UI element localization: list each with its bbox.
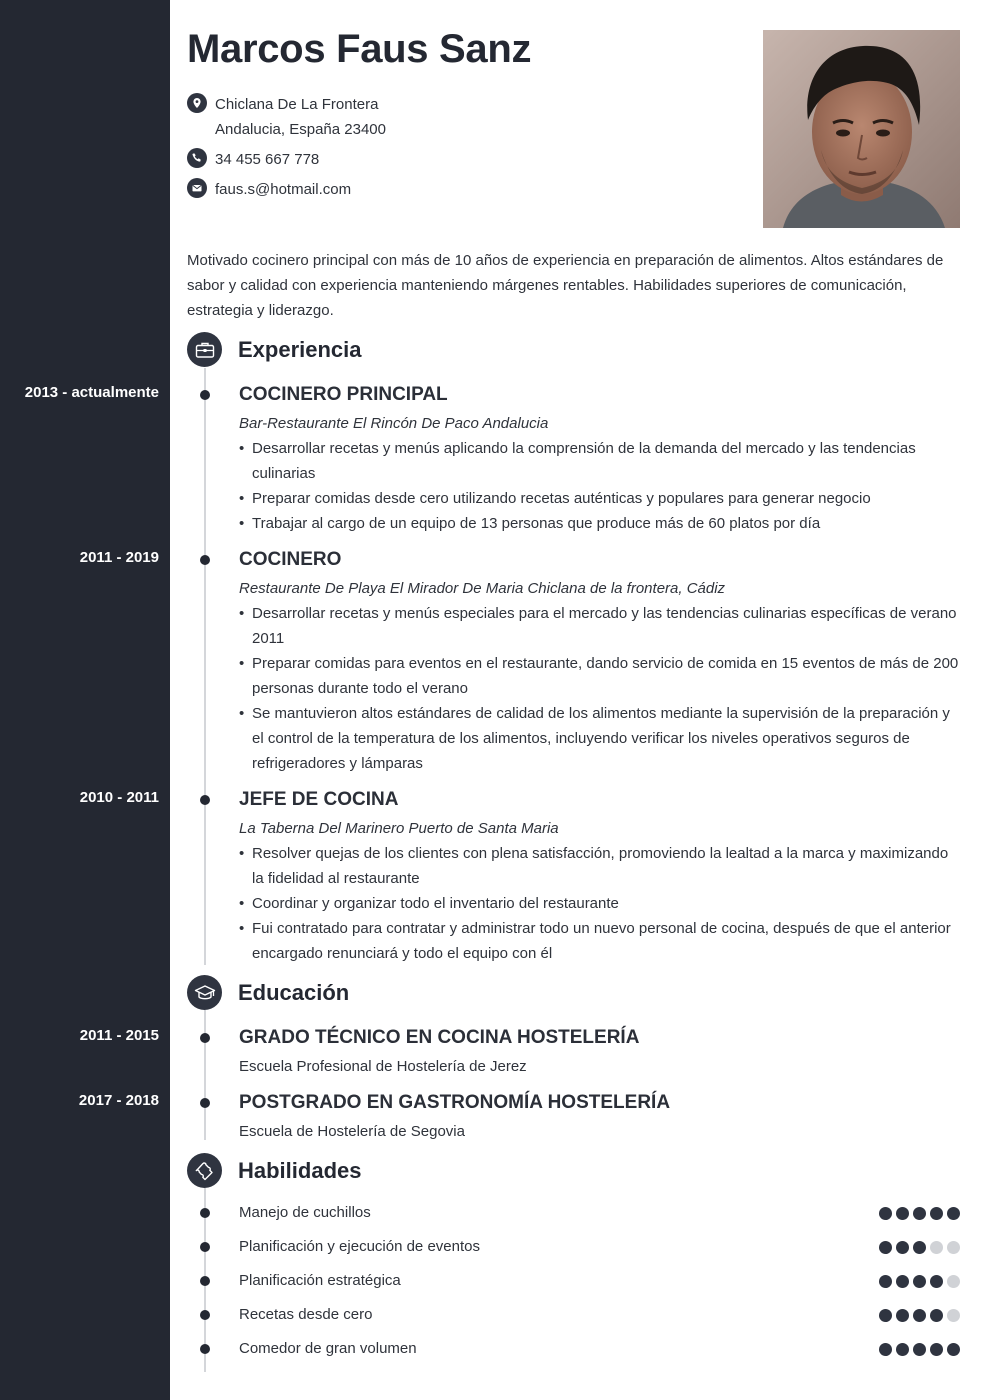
job-title: COCINERO bbox=[239, 549, 342, 570]
address-line-2: Andalucia, España 23400 bbox=[215, 121, 386, 138]
degree-title: GRADO TÉCNICO EN COCINA HOSTELERÍA bbox=[239, 1027, 640, 1048]
education-2-dates: 2017 - 2018 bbox=[78, 1092, 159, 1109]
rating-dot-filled bbox=[896, 1241, 909, 1254]
profile-photo bbox=[763, 30, 960, 228]
timeline-dot bbox=[200, 1310, 210, 1320]
rating-dot-filled bbox=[879, 1275, 892, 1288]
skill-rating bbox=[879, 1207, 964, 1220]
education-section-header bbox=[187, 975, 349, 1010]
education-entry-2 bbox=[239, 1090, 964, 1144]
email-address: faus.s@hotmail.com bbox=[215, 181, 352, 198]
rating-dot-filled bbox=[896, 1309, 909, 1322]
rating-dot-filled bbox=[947, 1343, 960, 1356]
rating-dot-filled bbox=[930, 1309, 943, 1322]
degree-title: POSTGRADO EN GASTRONOMÍA HOSTELERÍA bbox=[239, 1092, 671, 1113]
education-timeline bbox=[204, 1010, 206, 1140]
rating-dot-empty bbox=[947, 1275, 960, 1288]
skill-rating bbox=[879, 1241, 964, 1254]
job-bullet: • Desarrollar recetas y menús especiales para el mercado y las tendencias culinarias específicas de verano 2011 bbox=[239, 601, 964, 651]
skill-name: Manejo de cuchillos bbox=[239, 1204, 371, 1221]
job-bullets bbox=[239, 841, 964, 966]
job-bullet: • Desarrollar recetas y menús aplicando la comprensión de la demanda del mercado y las tendencias culinarias bbox=[239, 436, 964, 486]
timeline-dot bbox=[200, 1208, 210, 1218]
job-company: Restaurante De Playa El Mirador De Maria Chiclana de la frontera, Cádiz bbox=[239, 580, 726, 597]
skills-section-header bbox=[187, 1153, 361, 1188]
education-1-dates: 2011 - 2015 bbox=[79, 1027, 159, 1044]
job-bullet: • Fui contratado para contratar y administrar todo un nuevo personal de cocina, después de que el anterior encargado renunciará y todo el equipo con él bbox=[239, 916, 964, 966]
sidebar bbox=[0, 0, 170, 1400]
job-bullet: • Resolver quejas de los clientes con plena satisfacción, promoviendo la lealtad a la marca y maximizando la fidelidad al restaurante bbox=[239, 841, 964, 891]
experience-section-header bbox=[187, 332, 362, 367]
job-entry-3 bbox=[239, 787, 964, 966]
rating-dot-filled bbox=[879, 1343, 892, 1356]
experience-timeline bbox=[204, 368, 206, 965]
skill-rating bbox=[879, 1343, 964, 1356]
rating-dot-empty bbox=[930, 1241, 943, 1254]
graduation-cap-icon bbox=[187, 975, 222, 1010]
timeline-dot bbox=[200, 1242, 210, 1252]
job-entry-1 bbox=[239, 382, 964, 536]
job-bullet: • Se mantuvieron altos estándares de calidad de los alimentos mediante la supervisión de la preparación y el control de la temperatura de los alimentos, incluyendo verificar los niveles operativos seguros de refrigeradores y lámparas bbox=[239, 701, 964, 776]
job-entry-2 bbox=[239, 547, 964, 776]
education-heading: Educación bbox=[238, 979, 350, 1005]
job-3-dates: 2010 - 2011 bbox=[79, 789, 159, 806]
school-name: Escuela de Hostelería de Segovia bbox=[239, 1123, 465, 1140]
job-bullet: • Preparar comidas para eventos en el restaurante, dando servicio de comida en 15 eventos de más de 200 personas durante todo el verano bbox=[239, 651, 964, 701]
rating-dot-filled bbox=[896, 1207, 909, 1220]
rating-dot-filled bbox=[879, 1207, 892, 1220]
envelope-icon bbox=[187, 178, 207, 198]
school-name: Escuela Profesional de Hostelería de Jerez bbox=[239, 1058, 527, 1075]
rating-dot-filled bbox=[930, 1275, 943, 1288]
job-2-dates: 2011 - 2019 bbox=[79, 549, 159, 566]
timeline-dot bbox=[200, 1033, 210, 1043]
address-line-1: Chiclana De La Frontera bbox=[215, 96, 379, 113]
timeline-dot bbox=[200, 555, 210, 565]
timeline-dot bbox=[200, 795, 210, 805]
rating-dot-filled bbox=[930, 1343, 943, 1356]
job-company: La Taberna Del Marinero Puerto de Santa Maria bbox=[239, 820, 559, 837]
contact-phone bbox=[187, 147, 386, 172]
timeline-dot bbox=[200, 1344, 210, 1354]
rating-dot-filled bbox=[896, 1343, 909, 1356]
contact-block bbox=[187, 92, 386, 202]
job-bullets bbox=[239, 436, 964, 536]
rating-dot-filled bbox=[913, 1207, 926, 1220]
rating-dot-filled bbox=[930, 1207, 943, 1220]
rating-dot-empty bbox=[947, 1241, 960, 1254]
contact-address bbox=[187, 92, 386, 142]
rating-dot-filled bbox=[913, 1275, 926, 1288]
timeline-dot bbox=[200, 1098, 210, 1108]
job-title: JEFE DE COCINA bbox=[239, 789, 399, 810]
profile-summary: Motivado cocinero principal con más de 10 años de experiencia en preparación de alimentos. Altos estándares de sabor y calidad con experiencia manteniendo márgenes rentables. Habilidades superiores de comunicación, estrategia y liderazgo. bbox=[187, 252, 944, 319]
location-pin-icon bbox=[187, 93, 207, 113]
phone-number: 34 455 667 778 bbox=[215, 151, 320, 168]
skills-heading: Habilidades bbox=[238, 1157, 362, 1183]
skill-name: Planificación y ejecución de eventos bbox=[239, 1238, 480, 1255]
timeline-dot bbox=[200, 390, 210, 400]
contact-email bbox=[187, 177, 386, 202]
job-bullets bbox=[239, 601, 964, 776]
education-entry-1 bbox=[239, 1025, 964, 1079]
timeline-dot bbox=[200, 1276, 210, 1286]
briefcase-icon bbox=[187, 332, 222, 367]
rating-dot-filled bbox=[913, 1309, 926, 1322]
job-1-dates: 2013 - actualmente bbox=[24, 384, 159, 401]
phone-icon bbox=[187, 148, 207, 168]
skill-name: Planificación estratégica bbox=[239, 1272, 401, 1289]
skill-rating bbox=[879, 1275, 964, 1288]
job-company: Bar-Restaurante El Rincón De Paco Andalucia bbox=[239, 415, 549, 432]
rating-dot-filled bbox=[947, 1207, 960, 1220]
rating-dot-filled bbox=[896, 1275, 909, 1288]
rating-dot-filled bbox=[913, 1343, 926, 1356]
rating-dot-filled bbox=[913, 1241, 926, 1254]
candidate-name: Marcos Faus Sanz bbox=[187, 27, 532, 71]
job-bullet: • Trabajar al cargo de un equipo de 13 personas que produce más de 60 platos por día bbox=[239, 511, 964, 536]
puzzle-piece-icon bbox=[187, 1153, 222, 1188]
skill-name: Comedor de gran volumen bbox=[239, 1340, 417, 1357]
job-bullet: • Coordinar y organizar todo el inventario del restaurante bbox=[239, 891, 964, 916]
skill-name: Recetas desde cero bbox=[239, 1306, 373, 1323]
rating-dot-filled bbox=[879, 1241, 892, 1254]
rating-dot-empty bbox=[947, 1309, 960, 1322]
skill-rating bbox=[879, 1309, 964, 1322]
rating-dot-filled bbox=[879, 1309, 892, 1322]
experience-heading: Experiencia bbox=[238, 336, 362, 362]
job-bullet: • Preparar comidas desde cero utilizando recetas auténticas y populares para generar negocio bbox=[239, 486, 964, 511]
job-title: COCINERO PRINCIPAL bbox=[239, 384, 448, 405]
